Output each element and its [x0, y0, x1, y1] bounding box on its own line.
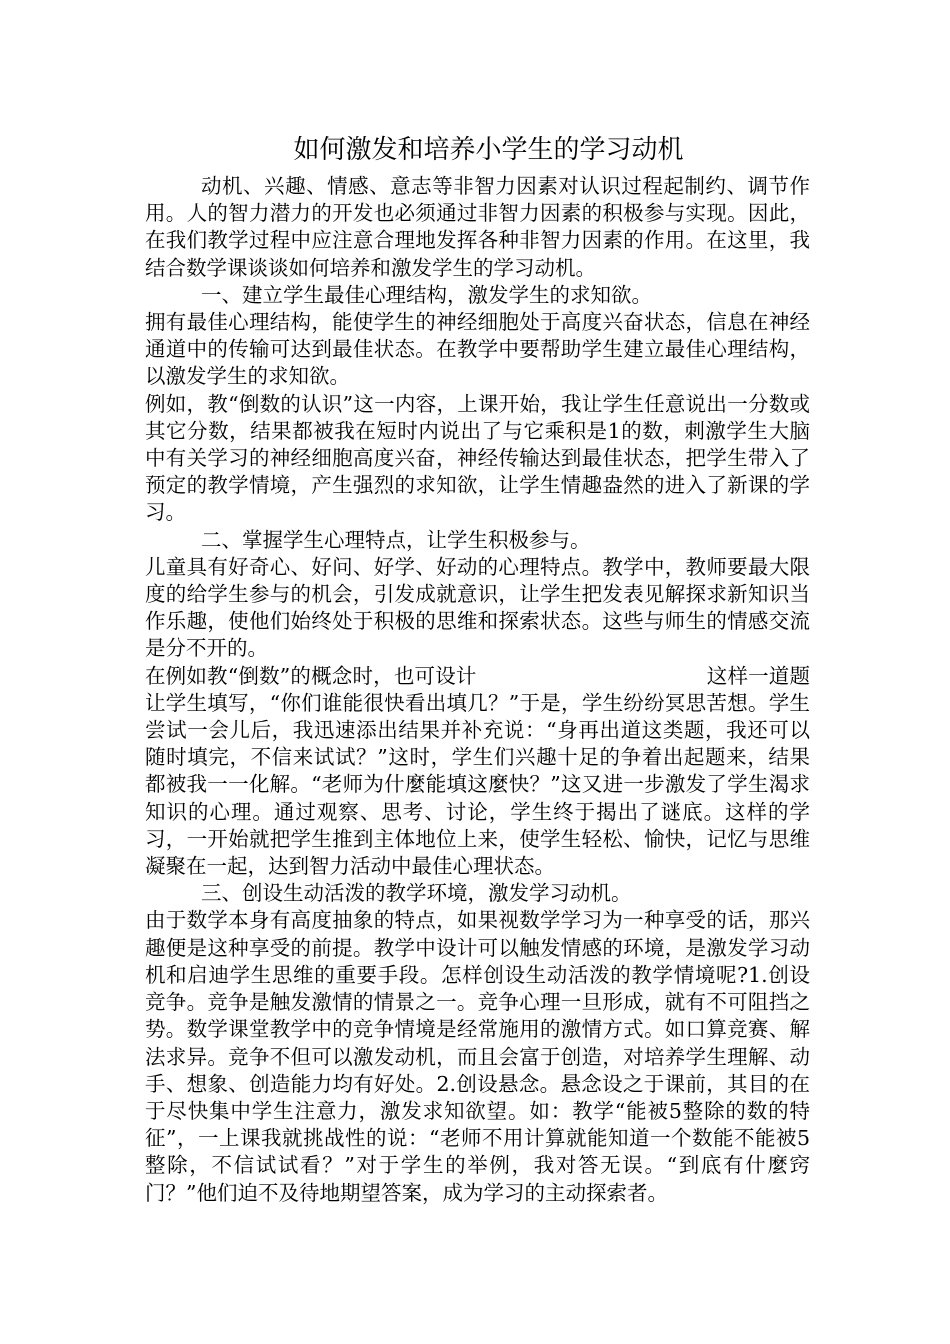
- paragraph-2b-body: 这样一道题让学生填写，“你们谁能很快看出填几？”于是，学生纷纷冥思苦想。学生尝试一会儿后，我迅速添出结果并补充说：“身再出道这类题，我还可以随时填完，不信来试试？”这时，学生们兴趣十足的争着出起题来，结果都被我一一化解。“老师为什麼能填这麼快？”这又进一步激发了学生渴求知识的心理。通过观察、思考、讨论，学生终于揭出了谜底。这样的学习，一开始就把学生推到主体地位上来，使学生轻松、愉快，记忆与思维凝聚在一起，达到智力活动中最佳心理状态。: [145, 663, 810, 879]
- paragraph-2b: [145, 663, 810, 881]
- document-title: 如何激发和培养小学生的学习动机: [293, 135, 684, 165]
- paragraph-intro: 动机、兴趣、情感、意志等非智力因素对认识过程起制约、调节作用。人的智力潜力的开发也必须通过非智力因素的积极参与实现。因此，在我们教学过程中应注意合理地发挥各种非智力因素的作用。在这里，我结合数学课谈谈如何培养和激发学生的学习动机。: [145, 174, 810, 280]
- document-page: [145, 130, 810, 1207]
- paragraph-1b: 例如，教“倒数的认识”这一内容，上课开始，我让学生任意说出一分数或其它分数，结果都被我在短时内说出了与它乘积是1的数，刺激学生大脑中有关学习的神经细胞高度兴奋，神经传输达到最佳状态，把学生带入了预定的教学情境，产生强烈的求知欲，让学生情趣盎然的进入了新课的学习。: [145, 391, 810, 525]
- section-heading-3: 三、创设生动活泼的教学环境，激发学习动机。: [201, 881, 632, 906]
- section-heading-1: 一、建立学生最佳心理结构，激发学生的求知欲。: [201, 282, 652, 307]
- paragraph-1a: 拥有最佳心理结构，能使学生的神经细胞处于高度兴奋状态，信息在神经通道中的传输可达到最佳状态。在教学中要帮助学生建立最佳心理结构，以激发学生的求知欲。: [145, 310, 810, 389]
- paragraph-2a: 儿童具有好奇心、好问、好学、好动的心理特点。教学中，教师要最大限度的给学生参与的机会，引发成就意识，让学生把发表见解探求新知识当作乐趣，使他们始终处于积极的思维和探索状态。这些与师生的情感交流是分不开的。: [145, 554, 810, 661]
- section-heading-2: 二、掌握学生心理特点，让学生积极参与。: [201, 527, 591, 552]
- example-line-prefix: 在例如教“倒数”的概念时，也可设计: [145, 663, 477, 688]
- paragraph-3a: 由于数学本身有高度抽象的特点，如果视数学学习为一种享受的话，那兴趣便是这种享受的前提。教学中设计可以触发情感的环境，是激发学习动机和启迪学生思维的重要手段。怎样创设生动活泼的教学情境呢?1.创设竞争。竞争是触发激情的情景之一。竞争心理一旦形成，就有不可阻挡之势。数学课堂教学中的竞争情境是经常施用的激情方式。如口算竞赛、解法求异。竞争不但可以激发动机，而且会富于创造，对培养学生理解、动手、想象、创造能力均有好处。2.创设悬念。悬念设之于课前，其目的在于尽快集中学生注意力，激发求知欲望。如：教学“能被5整除的数的特征”，一上课我就挑战性的说：“老师不用计算就能知道一个数能不能被5整除，不信试试看？”对于学生的举例，我对答无误。“到底有什麼窍门？”他们迫不及待地期望答案，成为学习的主动探索者。: [145, 908, 810, 1205]
